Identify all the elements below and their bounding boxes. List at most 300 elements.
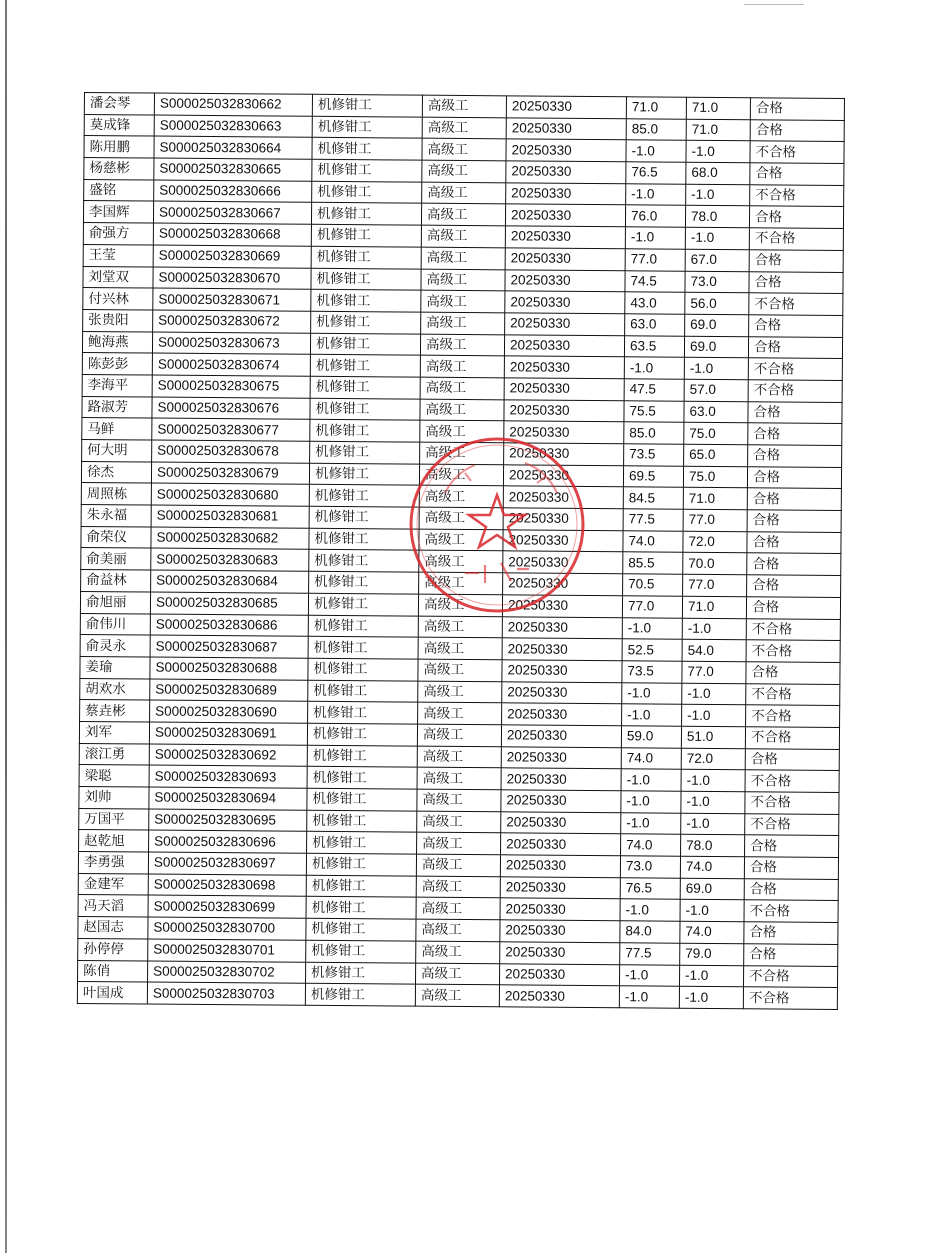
theory-score-cell: -1.0 [621,812,681,834]
occupation-cell: 机修钳工 [307,810,417,833]
candidate-name-cell: 鲍海燕 [82,331,152,353]
occupation-cell: 机修钳工 [311,268,421,291]
skill-level-cell: 高级工 [419,486,503,508]
exam-date-cell: 20250330 [505,269,625,292]
result-cell: 合格 [744,878,838,900]
exam-date-cell: 20250330 [506,183,626,206]
occupation-cell: 机修钳工 [307,788,417,811]
practical-score-cell: 56.0 [685,292,749,314]
result-cell: 不合格 [745,727,839,749]
table-row [77,982,837,1010]
exam-date-cell: 20250330 [506,118,626,141]
skill-level-cell: 高级工 [417,746,501,768]
candidate-name-cell: 金建军 [78,873,148,895]
certificate-number-cell: S000025032830694 [149,787,307,810]
practical-score-cell: -1.0 [682,704,746,726]
scan-mark-top [744,4,804,5]
occupation-cell: 机修钳工 [306,962,416,985]
certificate-number-cell: S000025032830697 [148,852,306,875]
result-cell: 不合格 [745,813,839,835]
scan-shadow-left-edge [5,0,7,1253]
certificate-number-cell: S000025032830687 [150,635,308,658]
occupation-cell: 机修钳工 [311,224,421,247]
exam-date-cell: 20250330 [505,204,625,227]
exam-date-cell: 20250330 [505,248,625,271]
candidate-name-cell: 周照栋 [81,483,151,505]
result-cell: 合格 [750,163,844,185]
skill-level-cell: 高级工 [416,854,500,876]
skill-level-cell: 高级工 [420,377,504,399]
theory-score-cell: 73.0 [620,856,680,878]
exam-date-cell: 20250330 [501,833,621,856]
candidate-name-cell: 潘会琴 [84,93,154,115]
candidate-name-cell: 李国辉 [83,201,153,223]
practical-score-cell: 71.0 [682,596,746,618]
result-cell: 合格 [746,597,840,619]
certificate-number-cell: S000025032830668 [153,223,311,246]
practical-score-cell: 69.0 [684,336,748,358]
result-cell: 合格 [748,423,842,445]
skill-level-cell: 高级工 [418,637,502,659]
exam-date-cell: 20250330 [501,768,621,791]
skill-level-cell: 高级工 [416,898,500,920]
exam-date-cell: 20250330 [505,226,625,249]
certificate-number-cell: S000025032830663 [154,115,312,138]
theory-score-cell: 74.0 [621,834,681,856]
result-cell: 合格 [749,271,843,293]
occupation-cell: 机修钳工 [309,463,419,486]
certificate-number-cell: S000025032830670 [153,267,311,290]
certificate-number-cell: S000025032830666 [154,180,312,203]
candidate-name-cell: 俞旭丽 [80,591,150,613]
practical-score-cell: 72.0 [681,748,745,770]
skill-level-cell: 高级工 [418,659,502,681]
exam-date-cell: 20250330 [504,421,624,444]
result-cell: 合格 [747,575,841,597]
result-cell: 合格 [749,206,843,228]
exam-date-cell: 20250330 [505,291,625,314]
result-cell: 合格 [747,553,841,575]
skill-level-cell: 高级工 [416,941,500,963]
certificate-number-cell: S000025032830691 [149,722,307,745]
exam-date-cell: 20250330 [501,746,621,769]
exam-date-cell: 20250330 [504,378,624,401]
occupation-cell: 机修钳工 [309,528,419,551]
skill-level-cell: 高级工 [416,876,500,898]
practical-score-cell: 67.0 [685,249,749,271]
skill-level-cell: 高级工 [419,507,503,529]
skill-level-cell: 高级工 [416,919,500,941]
result-cell: 不合格 [744,900,838,922]
skill-level-cell: 高级工 [418,702,502,724]
occupation-cell: 机修钳工 [309,485,419,508]
theory-score-cell: 77.5 [623,509,683,531]
theory-score-cell: 85.5 [623,552,683,574]
exam-date-cell: 20250330 [500,942,620,965]
result-cell: 合格 [749,315,843,337]
theory-score-cell: -1.0 [621,791,681,813]
result-cell: 合格 [745,835,839,857]
exam-date-cell: 20250330 [500,877,620,900]
exam-date-cell: 20250330 [503,573,623,596]
theory-score-cell: 85.0 [626,118,686,140]
theory-score-cell: 69.5 [623,465,683,487]
occupation-cell: 机修钳工 [306,875,416,898]
certificate-number-cell: S000025032830686 [150,614,308,637]
certificate-number-cell: S000025032830700 [148,917,306,940]
occupation-cell: 机修钳工 [310,333,420,356]
practical-score-cell: -1.0 [686,184,750,206]
skill-level-cell: 高级工 [421,204,505,226]
skill-level-cell: 高级工 [421,225,505,247]
practical-score-cell: 65.0 [684,444,748,466]
occupation-cell: 机修钳工 [309,550,419,573]
skill-level-cell: 高级工 [417,811,501,833]
theory-score-cell: 73.5 [622,661,682,683]
candidate-name-cell: 何大明 [82,439,152,461]
candidate-name-cell: 俞益林 [81,570,151,592]
skill-level-cell: 高级工 [420,420,504,442]
certificate-number-cell: S000025032830671 [153,288,311,311]
theory-score-cell: 63.5 [624,335,684,357]
theory-score-cell: 77.0 [622,596,682,618]
certificate-number-cell: S000025032830701 [148,939,306,962]
result-cell: 不合格 [746,705,840,727]
practical-score-cell: -1.0 [681,770,745,792]
certificate-number-cell: S000025032830679 [151,462,309,485]
candidate-name-cell: 陈用鹏 [84,136,154,158]
candidate-name-cell: 孙停停 [78,938,148,960]
occupation-cell: 机修钳工 [308,680,418,703]
candidate-name-cell: 俞荣仪 [81,526,151,548]
certificate-number-cell: S000025032830703 [147,982,305,1005]
occupation-cell: 机修钳工 [311,311,421,334]
result-cell: 不合格 [749,293,843,315]
candidate-name-cell: 冯天滔 [78,895,148,917]
exam-date-cell: 20250330 [504,399,624,422]
skill-level-cell: 高级工 [420,442,504,464]
practical-score-cell: 57.0 [684,379,748,401]
skill-level-cell: 高级工 [420,334,504,356]
theory-score-cell: 47.5 [624,379,684,401]
practical-score-cell: -1.0 [679,965,743,987]
certificate-number-cell: S000025032830685 [150,592,308,615]
theory-score-cell: -1.0 [619,964,679,986]
skill-level-cell: 高级工 [422,95,506,117]
occupation-cell: 机修钳工 [311,203,421,226]
theory-score-cell: 73.5 [624,444,684,466]
skill-level-cell: 高级工 [421,290,505,312]
skill-level-cell: 高级工 [422,160,506,182]
exam-date-cell: 20250330 [502,616,622,639]
practical-score-cell: -1.0 [680,900,744,922]
exam-date-cell: 20250330 [502,681,622,704]
exam-date-cell: 20250330 [501,811,621,834]
occupation-cell: 机修钳工 [310,376,420,399]
candidate-name-cell: 蔡垚彬 [80,700,150,722]
occupation-cell: 机修钳工 [309,571,419,594]
practical-score-cell: 51.0 [681,726,745,748]
occupation-cell: 机修钳工 [307,745,417,768]
candidate-name-cell: 俞美丽 [81,548,151,570]
theory-score-cell: 43.0 [625,292,685,314]
skill-level-cell: 高级工 [421,247,505,269]
practical-score-cell: -1.0 [681,813,745,835]
exam-date-cell: 20250330 [499,963,619,986]
practical-score-cell: -1.0 [681,791,745,813]
certificate-number-cell: S000025032830683 [151,548,309,571]
theory-score-cell: 75.5 [624,400,684,422]
exam-date-cell: 20250330 [500,898,620,921]
practical-score-cell: 79.0 [680,943,744,965]
result-cell: 不合格 [745,770,839,792]
exam-date-cell: 20250330 [501,725,621,748]
practical-score-cell: 69.0 [685,314,749,336]
candidate-name-cell: 俞伟川 [80,613,150,635]
result-cell: 不合格 [746,640,840,662]
occupation-cell: 机修钳工 [310,441,420,464]
theory-score-cell: -1.0 [626,140,686,162]
theory-score-cell: -1.0 [622,617,682,639]
candidate-name-cell: 滚江勇 [79,743,149,765]
candidate-name-cell: 李海平 [82,374,152,396]
exam-date-cell: 20250330 [501,790,621,813]
exam-date-cell: 20250330 [503,464,623,487]
occupation-cell: 机修钳工 [310,398,420,421]
results-table [77,92,845,1010]
results-table-body [77,93,844,1010]
result-cell: 不合格 [745,792,839,814]
practical-score-cell: -1.0 [684,357,748,379]
skill-level-cell: 高级工 [418,681,502,703]
certificate-number-cell: S000025032830699 [148,895,306,918]
exam-date-cell: 20250330 [503,486,623,509]
skill-level-cell: 高级工 [421,312,505,334]
candidate-name-cell: 杨慈彬 [84,158,154,180]
practical-score-cell: 75.0 [684,423,748,445]
practical-score-cell: 73.0 [685,271,749,293]
candidate-name-cell: 刘堂双 [83,266,153,288]
theory-score-cell: 74.0 [621,747,681,769]
candidate-name-cell: 盛铭 [84,179,154,201]
occupation-cell: 机修钳工 [308,636,418,659]
skill-level-cell: 高级工 [419,551,503,573]
occupation-cell: 机修钳工 [307,832,417,855]
result-cell: 合格 [744,922,838,944]
result-cell: 不合格 [748,358,842,380]
exam-date-cell: 20250330 [502,595,622,618]
occupation-cell: 机修钳工 [308,593,418,616]
exam-date-cell: 20250330 [505,313,625,336]
candidate-name-cell: 刘军 [79,721,149,743]
theory-score-cell: -1.0 [624,357,684,379]
theory-score-cell: -1.0 [619,986,679,1008]
candidate-name-cell: 俞强方 [83,223,153,245]
certificate-number-cell: S000025032830669 [153,245,311,268]
result-cell: 不合格 [743,987,837,1009]
certificate-number-cell: S000025032830681 [151,505,309,528]
candidate-name-cell: 叶国成 [77,982,147,1004]
practical-score-cell: -1.0 [682,683,746,705]
occupation-cell: 机修钳工 [306,853,416,876]
skill-level-cell: 高级工 [420,399,504,421]
occupation-cell: 机修钳工 [306,940,416,963]
occupation-cell: 机修钳工 [307,723,417,746]
skill-level-cell: 高级工 [417,833,501,855]
occupation-cell: 机修钳工 [310,420,420,443]
exam-date-cell: 20250330 [502,638,622,661]
skill-level-cell: 高级工 [417,767,501,789]
practical-score-cell: 71.0 [683,488,747,510]
occupation-cell: 机修钳工 [312,116,422,139]
result-cell: 不合格 [746,618,840,640]
result-cell: 合格 [745,748,839,770]
occupation-cell: 机修钳工 [312,159,422,182]
result-cell: 不合格 [750,184,844,206]
exam-date-cell: 20250330 [500,920,620,943]
exam-date-cell: 20250330 [503,530,623,553]
certificate-number-cell: S000025032830690 [150,700,308,723]
skill-level-cell: 高级工 [420,355,504,377]
theory-score-cell: 70.5 [623,574,683,596]
candidate-name-cell: 朱永福 [81,505,151,527]
occupation-cell: 机修钳工 [312,138,422,161]
theory-score-cell: 77.5 [620,943,680,965]
skill-level-cell: 高级工 [422,117,506,139]
result-cell: 合格 [748,336,842,358]
theory-score-cell: 63.0 [625,314,685,336]
certificate-number-cell: S000025032830693 [149,765,307,788]
candidate-name-cell: 马鲜 [82,418,152,440]
practical-score-cell: 72.0 [683,531,747,553]
candidate-name-cell: 俞灵永 [80,635,150,657]
exam-date-cell: 20250330 [504,334,624,357]
practical-score-cell: 71.0 [686,97,750,119]
exam-date-cell: 20250330 [504,443,624,466]
skill-level-cell: 高级工 [417,724,501,746]
occupation-cell: 机修钳工 [312,181,422,204]
result-cell: 合格 [747,488,841,510]
candidate-name-cell: 陈俏 [78,960,148,982]
practical-score-cell: 74.0 [680,856,744,878]
certificate-number-cell: S000025032830665 [154,158,312,181]
theory-score-cell: 59.0 [621,726,681,748]
certificate-number-cell: S000025032830662 [154,93,312,116]
occupation-cell: 机修钳工 [306,897,416,920]
skill-level-cell: 高级工 [416,963,500,985]
theory-score-cell: -1.0 [622,682,682,704]
certificate-number-cell: S000025032830689 [150,679,308,702]
certificate-number-cell: S000025032830680 [151,483,309,506]
candidate-name-cell: 李勇强 [78,852,148,874]
theory-score-cell: 76.5 [620,877,680,899]
certificate-number-cell: S000025032830682 [151,527,309,550]
practical-score-cell: -1.0 [685,227,749,249]
occupation-cell: 机修钳工 [312,94,422,117]
exam-date-cell: 20250330 [506,96,626,119]
theory-score-cell: -1.0 [626,184,686,206]
candidate-name-cell: 刘帅 [79,786,149,808]
occupation-cell: 机修钳工 [305,983,415,1006]
exam-date-cell: 20250330 [506,161,626,184]
exam-date-cell: 20250330 [503,551,623,574]
theory-score-cell: -1.0 [622,704,682,726]
result-cell: 合格 [747,531,841,553]
certificate-number-cell: S000025032830675 [152,375,310,398]
exam-date-cell: 20250330 [499,985,619,1008]
result-cell: 合格 [747,510,841,532]
certificate-number-cell: S000025032830692 [149,744,307,767]
practical-score-cell: -1.0 [686,141,750,163]
occupation-cell: 机修钳工 [308,702,418,725]
theory-score-cell: 76.0 [625,205,685,227]
certificate-number-cell: S000025032830702 [148,961,306,984]
candidate-name-cell: 梁聪 [79,765,149,787]
practical-score-cell: 77.0 [682,661,746,683]
theory-score-cell: 74.0 [623,530,683,552]
certificate-number-cell: S000025032830673 [152,332,310,355]
candidate-name-cell: 赵国志 [78,917,148,939]
candidate-name-cell: 陈彭彭 [82,353,152,375]
theory-score-cell: -1.0 [620,899,680,921]
certificate-number-cell: S000025032830676 [152,397,310,420]
practical-score-cell: 68.0 [686,162,750,184]
result-cell: 合格 [744,857,838,879]
theory-score-cell: -1.0 [621,769,681,791]
result-cell: 合格 [749,250,843,272]
certificate-number-cell: S000025032830664 [154,136,312,159]
certificate-number-cell: S000025032830698 [148,874,306,897]
practical-score-cell: 78.0 [681,835,745,857]
result-cell: 合格 [750,119,844,141]
candidate-name-cell: 路淑芳 [82,396,152,418]
result-cell: 不合格 [748,380,842,402]
certificate-number-cell: S000025032830678 [152,440,310,463]
practical-score-cell: 78.0 [685,206,749,228]
certificate-number-cell: S000025032830688 [150,657,308,680]
candidate-name-cell: 付兴林 [83,288,153,310]
result-cell: 合格 [748,401,842,423]
occupation-cell: 机修钳工 [311,246,421,269]
candidate-name-cell: 王莹 [83,244,153,266]
result-cell: 不合格 [746,683,840,705]
result-cell: 不合格 [749,228,843,250]
exam-date-cell: 20250330 [500,855,620,878]
theory-score-cell: 84.0 [620,921,680,943]
occupation-cell: 机修钳工 [308,615,418,638]
result-cell: 合格 [746,662,840,684]
occupation-cell: 机修钳工 [309,506,419,529]
result-cell: 合格 [747,466,841,488]
theory-score-cell: 74.5 [625,270,685,292]
skill-level-cell: 高级工 [422,139,506,161]
candidate-name-cell: 张贵阳 [83,309,153,331]
certificate-number-cell: S000025032830667 [153,201,311,224]
practical-score-cell: 54.0 [682,639,746,661]
certificate-number-cell: S000025032830674 [152,353,310,376]
candidate-name-cell: 胡欢水 [80,678,150,700]
practical-score-cell: 71.0 [686,119,750,141]
candidate-name-cell: 姜瑜 [80,656,150,678]
practical-score-cell: 75.0 [683,466,747,488]
skill-level-cell: 高级工 [417,789,501,811]
practical-score-cell: 77.0 [683,509,747,531]
practical-score-cell: 63.0 [684,401,748,423]
exam-date-cell: 20250330 [502,703,622,726]
skill-level-cell: 高级工 [415,984,499,1006]
theory-score-cell: 76.5 [626,162,686,184]
skill-level-cell: 高级工 [418,616,502,638]
